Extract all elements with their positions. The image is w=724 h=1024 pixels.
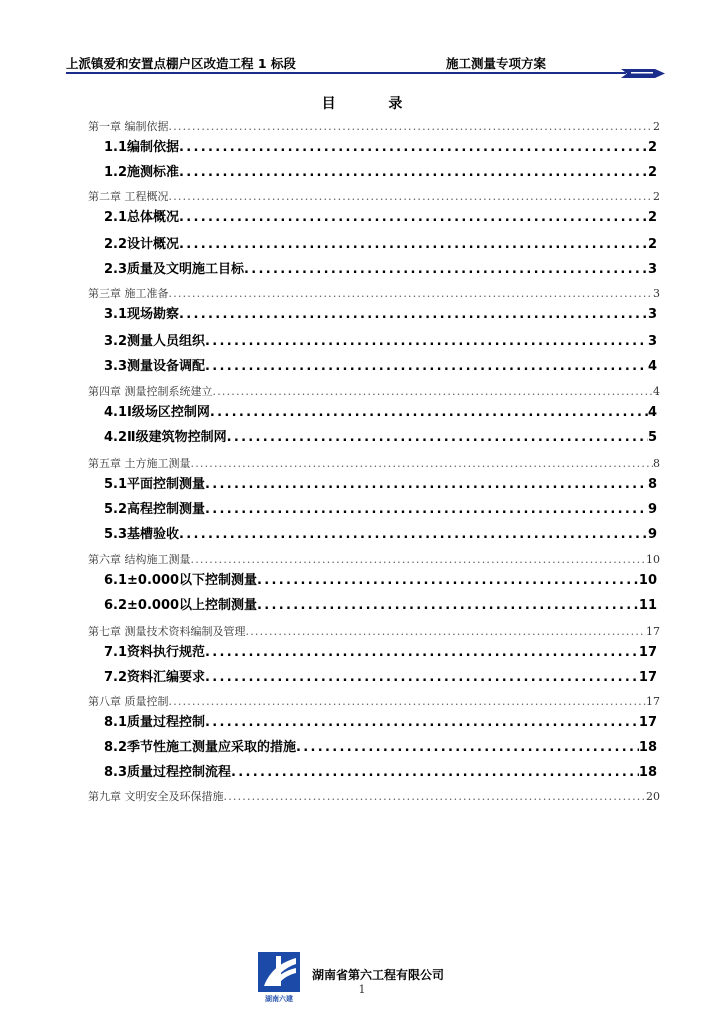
- toc-entry-page: 8: [647, 477, 657, 492]
- toc-entry-label: 5.3基槽验收: [104, 527, 180, 542]
- toc-chapter-entry[interactable]: [88, 118, 660, 134]
- toc-entry-label: 3.2测量人员组织: [104, 334, 206, 349]
- toc-entry-label: 第八章 质量控制: [88, 695, 169, 708]
- toc-section-entry[interactable]: [104, 330, 657, 349]
- toc-entry-page: 9: [647, 502, 657, 517]
- toc-entry-page: 17: [638, 670, 657, 685]
- toc-section-entry[interactable]: [104, 401, 657, 420]
- toc-leader-dots: [213, 385, 654, 398]
- toc-entry-label: 6.1±0.000以下控制测量: [104, 573, 258, 588]
- toc-chapter-entry[interactable]: [88, 693, 660, 709]
- toc-entry-label: 4.2Ⅱ级建筑物控制网: [104, 430, 227, 445]
- toc-entry-page: 3: [647, 307, 657, 322]
- toc-section-entry[interactable]: [104, 523, 657, 542]
- toc-entry-label: 第二章 工程概况: [88, 190, 169, 203]
- toc-entry-label: 2.2设计概况: [104, 237, 180, 252]
- toc-entry-label: 5.1平面控制测量: [104, 477, 206, 492]
- toc-entry-label: 2.3质量及文明施工目标: [104, 262, 245, 277]
- toc-leader-dots: [169, 120, 654, 133]
- toc-leader-dots: [227, 430, 648, 445]
- toc-entry-label: 7.1资料执行规范: [104, 645, 206, 660]
- toc-leader-dots: [179, 140, 648, 155]
- toc-entry-page: 10: [646, 553, 660, 566]
- toc-leader-dots: [179, 307, 648, 322]
- toc-entry-label: 1.2施测标准: [104, 165, 180, 180]
- toc-leader-dots: [169, 287, 654, 300]
- toc-leader-dots: [169, 695, 647, 708]
- toc-section-entry[interactable]: [104, 594, 657, 613]
- toc-entry-label: 4.1Ⅰ级场区控制网: [104, 405, 210, 420]
- toc-leader-dots: [179, 237, 648, 252]
- project-title: 上派镇爱和安置点棚户区改造工程 1 标段: [66, 56, 296, 71]
- toc-leader-dots: [169, 190, 654, 203]
- toc-section-entry[interactable]: [104, 761, 657, 780]
- toc-leader-dots: [210, 405, 648, 420]
- toc-chapter-entry[interactable]: [88, 383, 660, 399]
- toc-entry-label: 第六章 结构施工测量: [88, 553, 191, 566]
- toc-entry-label: 5.2高程控制测量: [104, 502, 206, 517]
- toc-title: 目 录: [321, 96, 427, 112]
- toc-entry-label: 第五章 土方施工测量: [88, 457, 191, 470]
- toc-section-entry[interactable]: [104, 206, 657, 225]
- toc-entry-label: 6.2±0.000以上控制测量: [104, 598, 258, 613]
- toc-entry-page: 2: [647, 237, 657, 252]
- toc-leader-dots: [191, 553, 647, 566]
- toc-leader-dots: [231, 765, 639, 780]
- toc-leader-dots: [179, 210, 648, 225]
- toc-chapter-entry[interactable]: [88, 188, 660, 204]
- toc-leader-dots: [205, 645, 639, 660]
- toc-section-entry[interactable]: [104, 161, 657, 180]
- toc-section-entry[interactable]: [104, 736, 657, 755]
- toc-entry-page: 18: [638, 765, 657, 780]
- toc-entry-label: 8.3质量过程控制流程: [104, 765, 232, 780]
- toc-entry-page: 18: [638, 740, 657, 755]
- toc-entry-page: 17: [646, 625, 660, 638]
- header-arrow-icon: [621, 69, 665, 78]
- toc-entry-page: 17: [638, 645, 657, 660]
- toc-entry-label: 2.1总体概况: [104, 210, 180, 225]
- toc-section-entry[interactable]: [104, 355, 657, 374]
- toc-entry-page: 5: [647, 430, 657, 445]
- toc-section-entry[interactable]: [104, 303, 657, 322]
- toc-entry-label: 3.3测量设备调配: [104, 359, 206, 374]
- toc-entry-page: 17: [638, 715, 657, 730]
- toc-leader-dots: [224, 790, 647, 803]
- toc-chapter-entry[interactable]: [88, 623, 660, 639]
- toc-section-entry[interactable]: [104, 233, 657, 252]
- toc-entry-page: 4: [653, 385, 660, 398]
- toc-entry-page: 8: [653, 457, 660, 470]
- toc-entry-page: 2: [647, 140, 657, 155]
- page-header: [66, 54, 658, 80]
- toc-leader-dots: [179, 165, 648, 180]
- toc-leader-dots: [257, 598, 639, 613]
- header-rule: [66, 72, 626, 74]
- toc-section-entry[interactable]: [104, 666, 657, 685]
- toc-leader-dots: [205, 670, 639, 685]
- logo-caption: 湖南六建: [265, 995, 293, 1003]
- toc-entry-page: 3: [647, 334, 657, 349]
- toc-entry-page: 4: [647, 405, 657, 420]
- toc-leader-dots: [246, 625, 647, 638]
- toc-leader-dots: [244, 262, 648, 277]
- toc-leader-dots: [205, 477, 648, 492]
- toc-entry-page: 2: [653, 190, 660, 203]
- toc-entry-page: 17: [646, 695, 660, 708]
- toc-leader-dots: [205, 502, 648, 517]
- toc-leader-dots: [296, 740, 639, 755]
- toc-entry-label: 第九章 文明安全及环保措施: [88, 790, 224, 803]
- toc-entry-label: 1.1编制依据: [104, 140, 180, 155]
- toc-leader-dots: [191, 457, 654, 470]
- toc-leader-dots: [179, 527, 648, 542]
- toc-entry-label: 第三章 施工准备: [88, 287, 169, 300]
- toc-entry-page: 9: [647, 527, 657, 542]
- toc-entry-page: 10: [638, 573, 657, 588]
- toc-entry-label: 3.1现场勘察: [104, 307, 180, 322]
- toc-section-entry[interactable]: [104, 569, 657, 588]
- toc-leader-dots: [205, 359, 648, 374]
- toc-section-entry[interactable]: [104, 136, 657, 155]
- toc-entry-label: 第一章 编制依据: [88, 120, 169, 133]
- toc-section-entry[interactable]: [104, 641, 657, 660]
- toc-entry-label: 7.2资料汇编要求: [104, 670, 206, 685]
- toc-entry-label: 8.2季节性施工测量应采取的措施: [104, 740, 297, 755]
- toc-entry-page: 2: [647, 210, 657, 225]
- toc-entry-label: 8.1质量过程控制: [104, 715, 206, 730]
- toc-section-entry[interactable]: [104, 426, 657, 445]
- toc-leader-dots: [205, 715, 639, 730]
- toc-entry-label: 第四章 测量控制系统建立: [88, 385, 213, 398]
- toc-entry-page: 11: [638, 598, 657, 613]
- toc-leader-dots: [257, 573, 639, 588]
- toc-section-entry[interactable]: [104, 498, 657, 517]
- toc-chapter-entry[interactable]: [88, 285, 660, 301]
- toc-entry-page: 3: [647, 262, 657, 277]
- toc-leader-dots: [205, 334, 648, 349]
- toc-entry-page: 3: [653, 287, 660, 300]
- toc-entry-page: 2: [647, 165, 657, 180]
- toc-entry-page: 20: [646, 790, 660, 803]
- toc-chapter-entry[interactable]: [88, 551, 660, 567]
- toc-entry-label: 第七章 测量技术资料编制及管理: [88, 625, 246, 638]
- page-number: 1: [358, 983, 366, 996]
- toc-entry-page: 2: [653, 120, 660, 133]
- toc-section-entry[interactable]: [104, 473, 657, 492]
- toc-chapter-entry[interactable]: [88, 455, 660, 471]
- toc-chapter-entry[interactable]: [88, 788, 660, 804]
- document-type: 施工测量专项方案: [446, 56, 547, 71]
- toc-section-entry[interactable]: [104, 258, 657, 277]
- toc-entry-page: 4: [647, 359, 657, 374]
- company-name: 湖南省第六工程有限公司: [312, 968, 445, 982]
- toc-section-entry[interactable]: [104, 711, 657, 730]
